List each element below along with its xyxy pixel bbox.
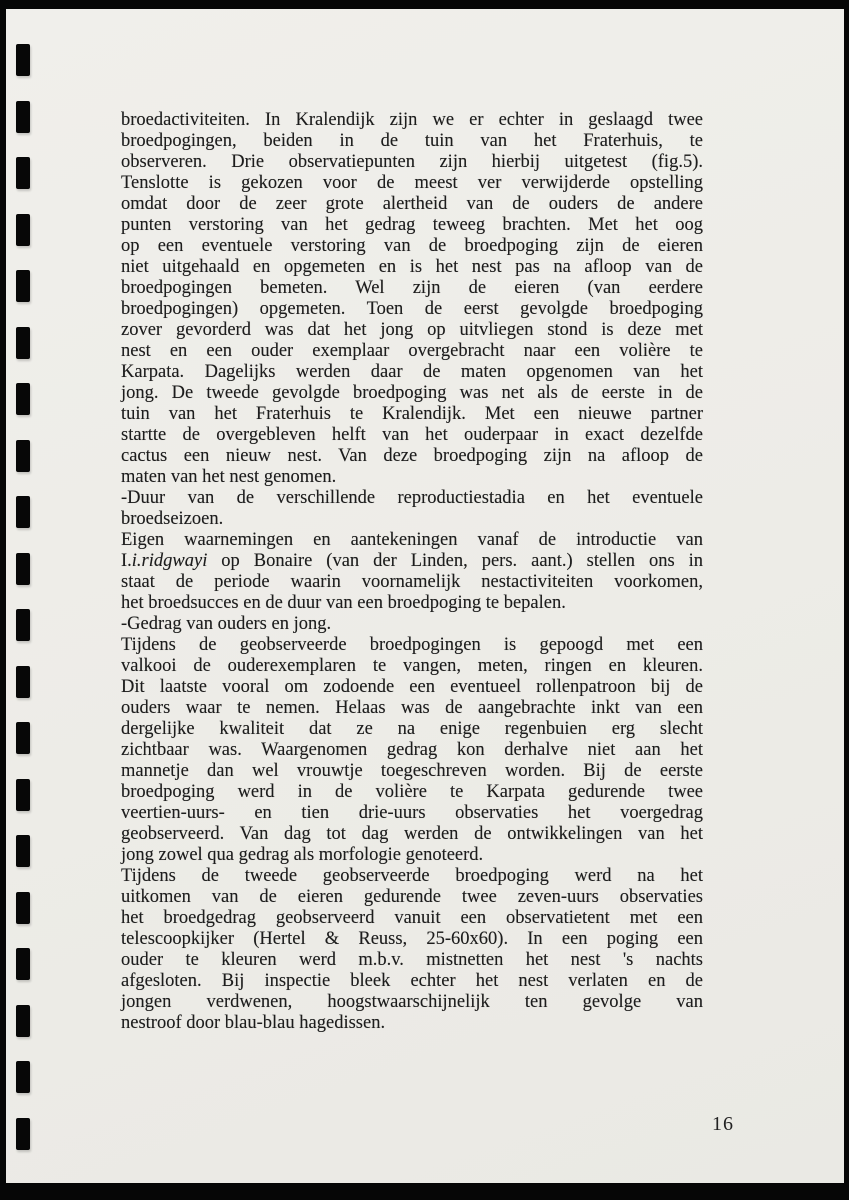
- text-line: observeren. Drie observatiepunten zijn hierbij uitgetest (fig.5).: [121, 152, 703, 172]
- text-line: dergelijke kwaliteit dat ze na enige regenbuien erg slecht: [121, 719, 703, 739]
- binding-hole: [16, 553, 30, 585]
- text-line: Tenslotte is gekozen voor de meest ver verwijderde opstelling: [121, 173, 703, 193]
- binding-hole: [16, 892, 30, 924]
- binding-hole: [16, 835, 30, 867]
- text-line: jong zowel qua gedrag als morfologie genoteerd.: [121, 845, 484, 865]
- binding-hole: [16, 666, 30, 698]
- species-name-italic: i.ridgwayi: [131, 551, 208, 571]
- text-line: broedpoging werd in de volière te Karpata gedurende twee: [121, 782, 703, 802]
- page-number: 16: [712, 1113, 734, 1135]
- body-text: [121, 110, 703, 1034]
- binding-hole: [16, 383, 30, 415]
- text-line: Karpata. Dagelijks werden daar de maten opgenomen van het: [121, 362, 703, 382]
- text-line: op een eventuele verstoring van de broedpoging zijn de eieren: [121, 236, 703, 256]
- text-line: mannetje dan wel vrouwtje toegeschreven worden. Bij de eerste: [121, 761, 703, 781]
- binding-hole: [16, 44, 30, 76]
- text-line: startte de overgebleven helft van het ouderpaar in exact dezelfde: [121, 425, 703, 445]
- text-line: uitkomen van de eieren gedurende twee zeven-uurs observaties: [121, 887, 703, 907]
- binding-hole: [16, 948, 30, 980]
- binding-hole: [16, 270, 30, 302]
- text-line: zover gevorderd was dat het jong op uitvliegen stond is deze met: [121, 320, 703, 340]
- text-line: jongen verdwenen, hoogstwaarschijnelijk ten gevolge van: [121, 992, 703, 1012]
- text-line: veertien-uurs- en tien drie-uurs observaties het voergedrag: [121, 803, 703, 823]
- text-line: Eigen waarnemingen en aantekeningen vanaf de introductie van: [121, 530, 703, 550]
- binding-hole: [16, 214, 30, 246]
- text-line: broedpogingen, beiden in de tuin van het Fraterhuis, te: [121, 131, 703, 151]
- text-line: -Gedrag van ouders en jong.: [121, 614, 332, 634]
- binding-hole: [16, 1005, 30, 1037]
- text-line: het broedgedrag geobserveerd vanuit een observatietent met een: [121, 908, 703, 928]
- text-line: zichtbaar was. Waargenomen gedrag kon derhalve niet aan het: [121, 740, 703, 760]
- text-line: ouder te kleuren werd m.b.v. mistnetten het nest 's nachts: [121, 950, 703, 970]
- text-line: maten van het nest genomen.: [121, 467, 337, 487]
- text-line: punten verstoring van het gedrag teweeg brachten. Met het oog: [121, 215, 703, 235]
- text-line: Tijdens de tweede geobserveerde broedpoging werd na het: [121, 866, 703, 886]
- binding-hole: [16, 1118, 30, 1150]
- binding-hole: [16, 496, 30, 528]
- text-line: cactus een nieuw nest. Van deze broedpoging zijn na afloop de: [121, 446, 703, 466]
- binding-hole: [16, 1061, 30, 1093]
- binding-hole: [16, 440, 30, 472]
- text-segment: op Bonaire (van der Linden, pers. aant.) stellen ons in: [207, 551, 703, 571]
- text-line: broedpogingen) opgemeten. Toen de eerst gevolgde broedpoging: [121, 299, 703, 319]
- text-line: nestroof door blau-blau hagedissen.: [121, 1013, 386, 1033]
- text-line: valkooi de ouderexemplaren te vangen, meten, ringen en kleuren.: [121, 656, 703, 676]
- text-line: broedactiviteiten. In Kralendijk zijn we er echter in geslaagd twee: [121, 110, 703, 130]
- text-line: telescoopkijker (Hertel & Reuss, 25-60x60). In een poging een: [121, 929, 703, 949]
- text-line: ouders waar te nemen. Helaas was de aangebrachte inkt van een: [121, 698, 703, 718]
- text-line: broedseizoen.: [121, 509, 224, 529]
- text-line: [121, 551, 703, 572]
- binding-hole: [16, 609, 30, 641]
- text-line: afgesloten. Bij inspectie bleek echter het nest verlaten en de: [121, 971, 703, 991]
- text-line: tuin van het Fraterhuis te Kralendijk. Met een nieuwe partner: [121, 404, 703, 424]
- text-line: Dit laatste vooral om zodoende een eventueel rollenpatroon bij de: [121, 677, 703, 697]
- binding-hole: [16, 327, 30, 359]
- text-line: broedpogingen bemeten. Wel zijn de eieren (van eerdere: [121, 278, 703, 298]
- text-line: nest en een ouder exemplaar overgebracht naar een volière te: [121, 341, 703, 361]
- text-line: jong. De tweede gevolgde broedpoging was net als de eerste in de: [121, 383, 703, 403]
- document-page: [6, 9, 844, 1183]
- text-line: -Duur van de verschillende reproductiestadia en het eventuele: [121, 488, 703, 508]
- text-line: omdat door de zeer grote alertheid van de ouders de andere: [121, 194, 703, 214]
- text-line: geobserveerd. Van dag tot dag werden de ontwikkelingen van het: [121, 824, 703, 844]
- text-line: het broedsucces en de duur van een broedpoging te bepalen.: [121, 593, 566, 613]
- binding-hole: [16, 722, 30, 754]
- text-line: staat de periode waarin voornamelijk nestactiviteiten voorkomen,: [121, 572, 703, 592]
- text-segment: I.: [121, 551, 132, 571]
- binding-hole: [16, 157, 30, 189]
- binding-hole: [16, 779, 30, 811]
- text-line: Tijdens de geobserveerde broedpogingen is gepoogd met een: [121, 635, 703, 655]
- text-line: niet uitgehaald en opgemeten en is het nest pas na afloop van de: [121, 257, 703, 277]
- binding-hole: [16, 101, 30, 133]
